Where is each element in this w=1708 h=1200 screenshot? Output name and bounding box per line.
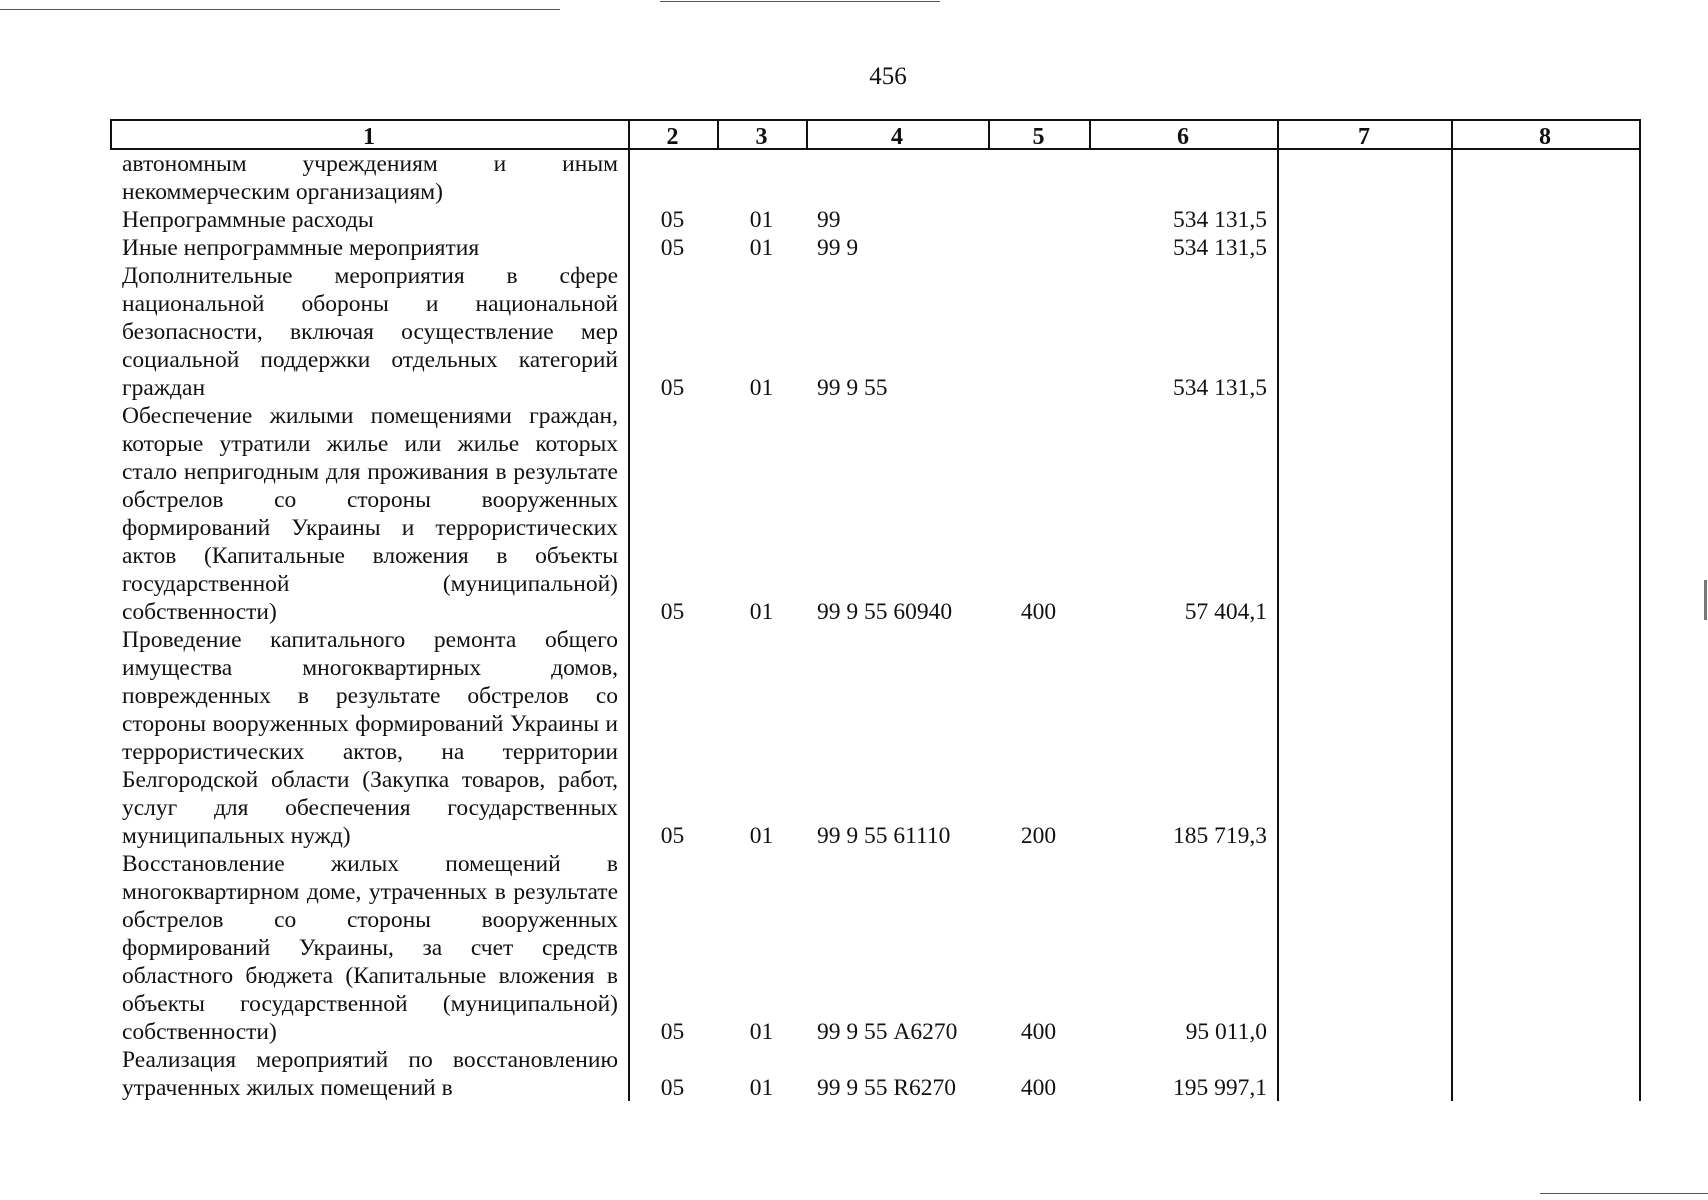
col-8-left-border (1451, 119, 1453, 1101)
row-description: Реализация мероприятий по восстановлению утраченных жилых помещений в (122, 1047, 618, 1101)
row-expense-type: 400 (1020, 599, 1057, 625)
row-amount: 534 131,5 (1173, 375, 1267, 401)
row-amount: 534 131,5 (1173, 235, 1267, 261)
row-target-code: 99 (817, 207, 841, 233)
row-section-code: 05 (660, 599, 685, 625)
scan-edge-line (1540, 1193, 1708, 1194)
row-expense-type: 400 (1020, 1075, 1057, 1101)
row-amount: 57 404,1 (1184, 599, 1267, 625)
row-section-code: 05 (660, 823, 685, 849)
column-header-4: 4 (891, 124, 903, 150)
column-header-6: 6 (1177, 124, 1189, 150)
column-header-3: 3 (755, 124, 768, 150)
column-header-2: 2 (666, 124, 679, 150)
row-subsection-code: 01 (749, 1019, 774, 1045)
row-expense-type: 400 (1020, 1019, 1057, 1045)
row-section-code: 05 (660, 1019, 685, 1045)
page-number: 456 (869, 63, 907, 90)
scan-edge-mark (1704, 580, 1707, 620)
row-subsection-code: 01 (749, 375, 774, 401)
scan-edge-line (0, 9, 560, 10)
column-header-1: 1 (363, 124, 375, 150)
row-description: Проведение капитального ремонта общего имущества многоквартирных домов, поврежденных в результате обстрелов со стороны вооруженных формирований Украины и террористических актов, на территории Белгородской области (Закупка товаров, работ, услуг для обеспечения государственных муниципальных нужд) (122, 627, 618, 849)
row-section-code: 05 (660, 1075, 685, 1101)
row-subsection-code: 01 (749, 823, 774, 849)
col-7-left-border (1277, 119, 1279, 1101)
row-target-code: 99 9 (817, 235, 859, 261)
row-target-code: 99 9 55 А6270 (817, 1019, 958, 1045)
row-description: автономным учреждениям и иным некоммерческим организациям) (122, 151, 618, 205)
row-subsection-code: 01 (749, 1075, 774, 1101)
row-amount: 195 997,1 (1173, 1075, 1267, 1101)
row-amount: 95 011,0 (1185, 1019, 1267, 1045)
row-description: Дополнительные мероприятия в сфере национальной обороны и национальной безопасности, включая осуществление мер социальной поддержки отдельных категорий граждан (122, 263, 618, 401)
row-target-code: 99 9 55 R6270 (817, 1075, 957, 1101)
row-description: Непрограммные расходы (122, 207, 374, 233)
table-right-border (1639, 119, 1641, 1101)
row-target-code: 99 9 55 60940 (817, 599, 953, 625)
row-section-code: 05 (660, 375, 685, 401)
column-header-5: 5 (1032, 124, 1045, 150)
scan-edge-line (660, 1, 940, 2)
row-subsection-code: 01 (749, 207, 774, 233)
row-subsection-code: 01 (749, 599, 774, 625)
row-target-code: 99 9 55 61110 (817, 823, 951, 849)
row-description: Иные непрограммные мероприятия (122, 235, 480, 261)
row-section-code: 05 (660, 207, 685, 233)
row-target-code: 99 9 55 (817, 375, 888, 401)
row-amount: 534 131,5 (1173, 207, 1267, 233)
row-section-code: 05 (660, 235, 685, 261)
column-header-7: 7 (1358, 124, 1370, 150)
row-subsection-code: 01 (749, 235, 774, 261)
row-expense-type: 200 (1020, 823, 1057, 849)
budget-table (110, 119, 1641, 1101)
row-amount: 185 719,3 (1173, 823, 1267, 849)
column-header-8: 8 (1539, 124, 1551, 150)
row-description: Восстановление жилых помещений в многоквартирном доме, утраченных в результате обстрелов со стороны вооруженных формирований Украины, за счет средств областного бюджета (Капитальные вложения в объекты государственной (муниципальной) собственности) (122, 851, 618, 1045)
table-top-border (110, 119, 1641, 121)
row-description: Обеспечение жилыми помещениями граждан, которые утратили жилье или жилье которых стало непригодным для проживания в результате обстрелов со стороны вооруженных формирований Украины и террористических актов (Капитальные вложения в объекты государственной (муниципальной) собственности) (122, 403, 618, 625)
